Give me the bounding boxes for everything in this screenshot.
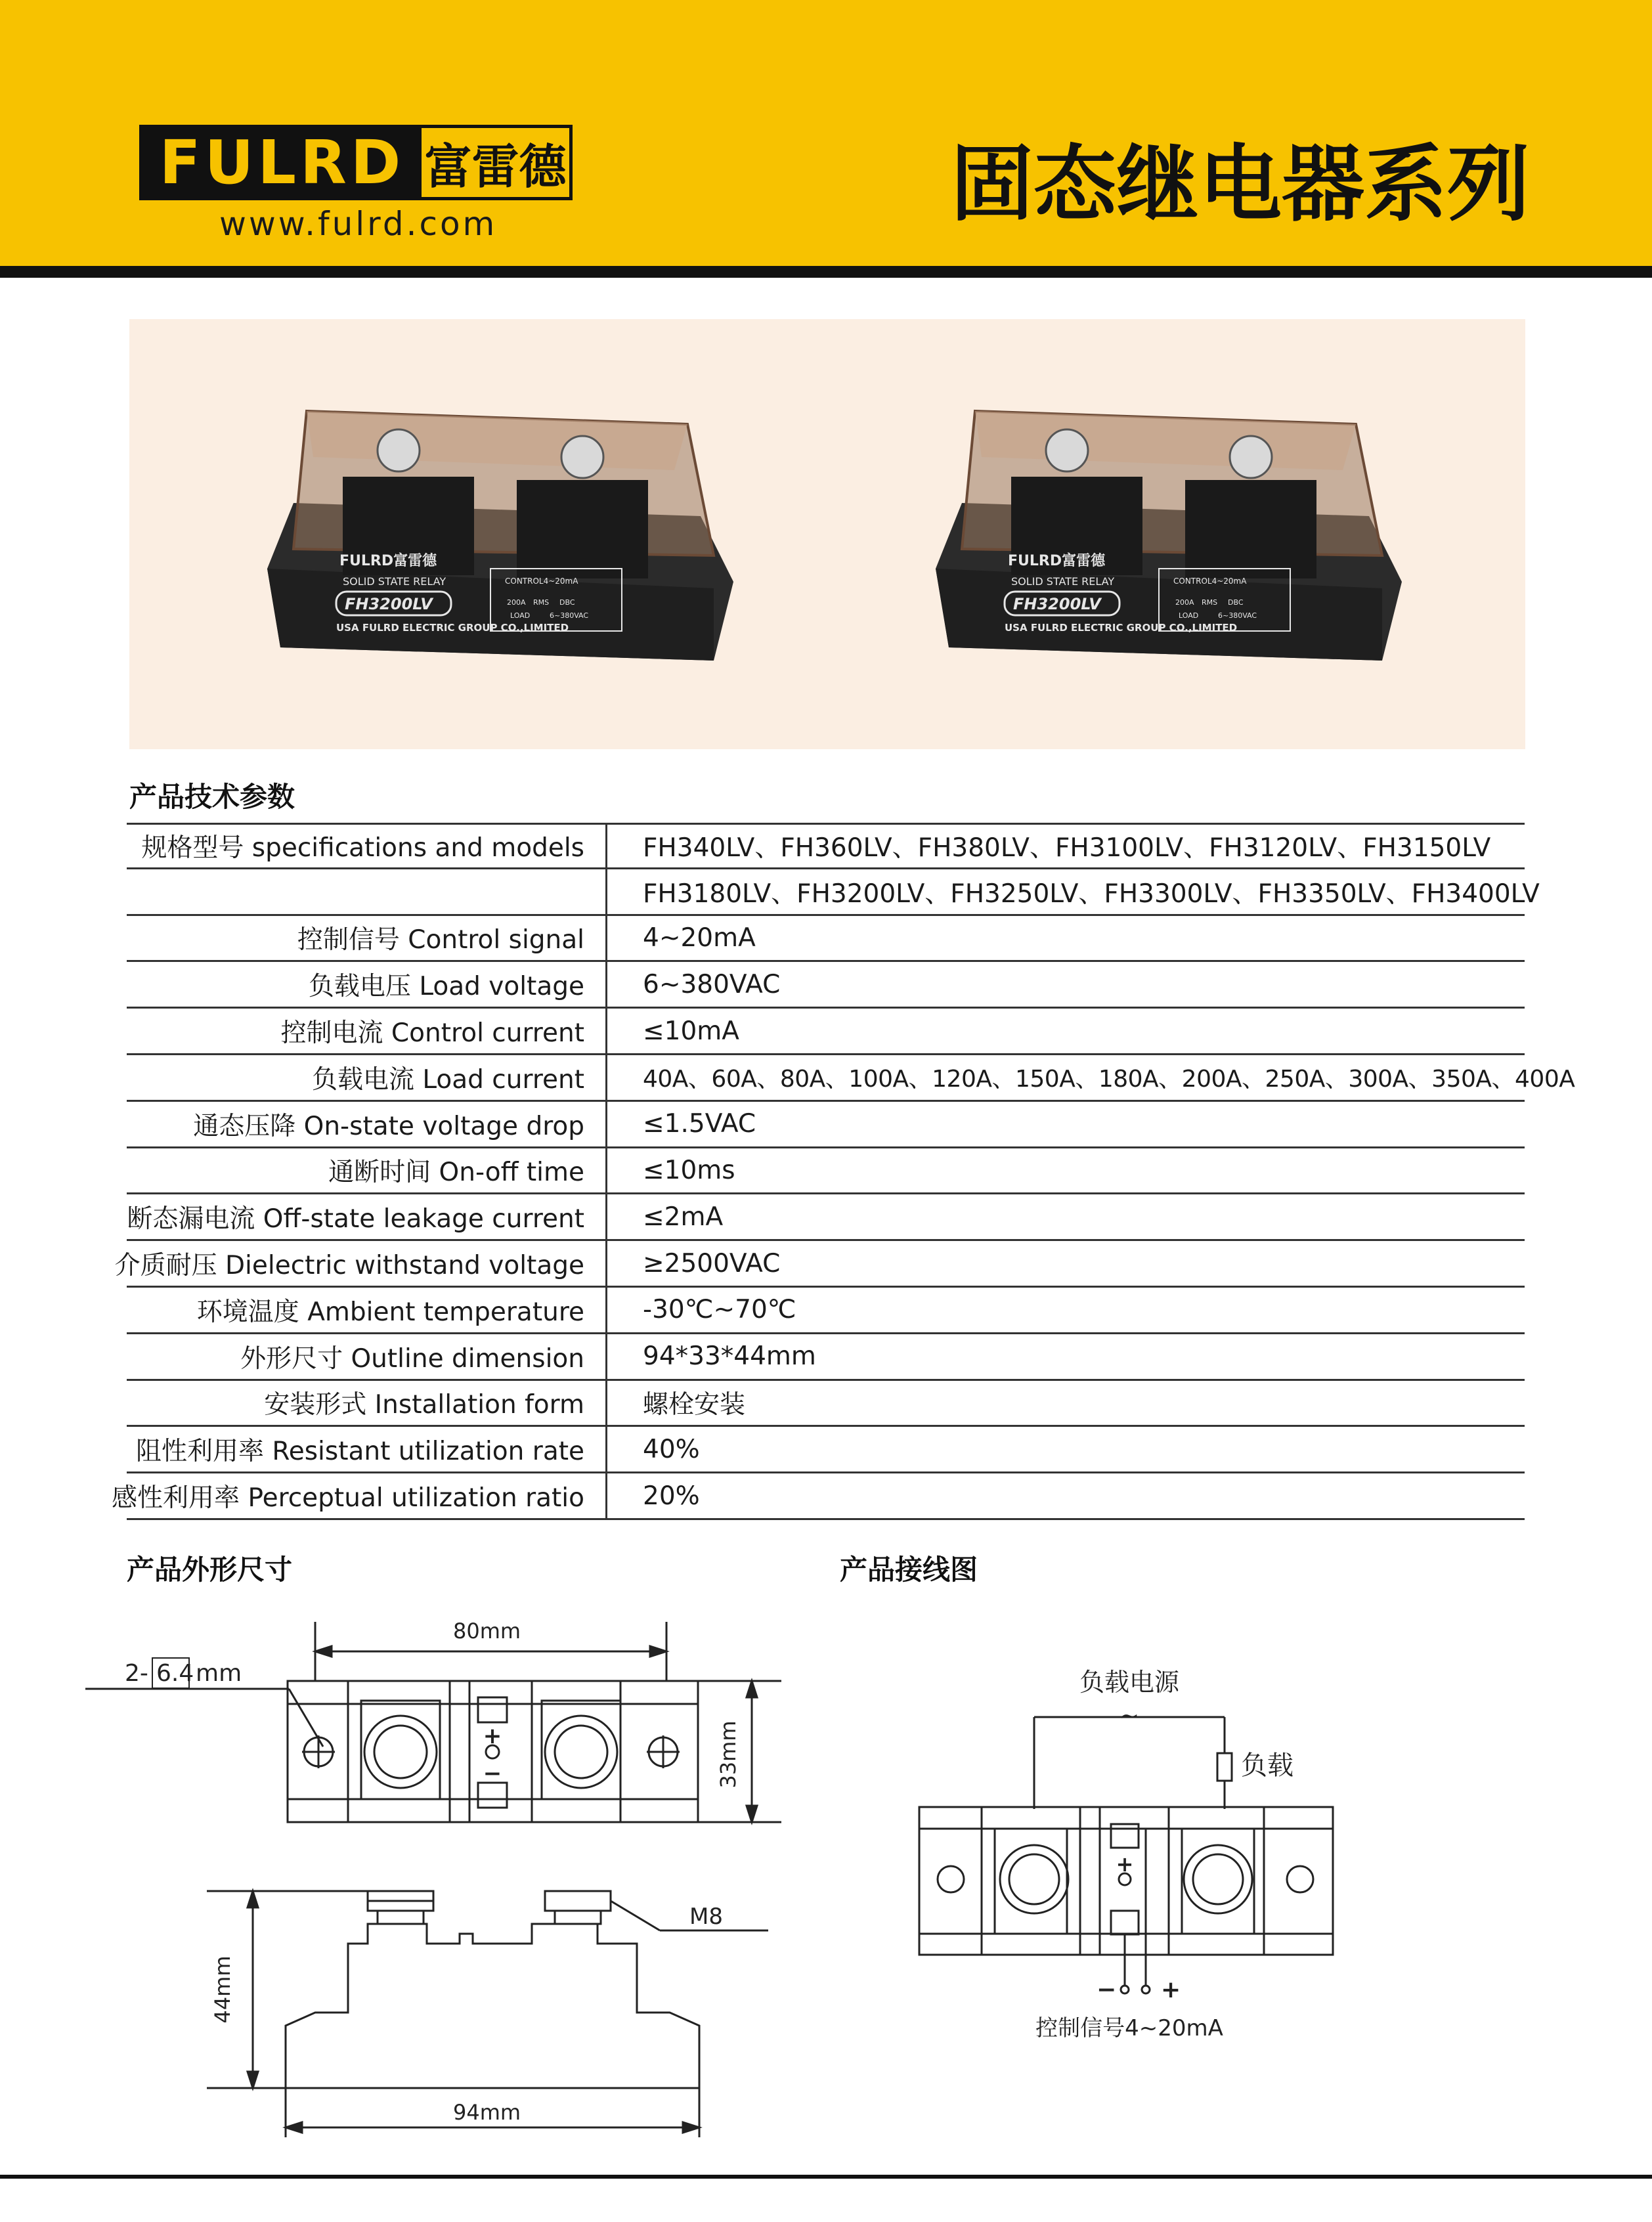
spec-label: 负载电流 Load current [127, 1055, 607, 1100]
spec-label: 通断时间 On-off time [127, 1148, 607, 1193]
spec-value: 螺栓安装 [643, 1390, 746, 1420]
spec-label: 阻性利用率 Resistant utilization rate [127, 1427, 607, 1471]
minus-terminal-label: − [1097, 1976, 1117, 2003]
relay-maker-text: USA FULRD ELECTRIC GROUP CO.,LIMITED [336, 622, 569, 634]
spec-value: ≤10ms [643, 1155, 735, 1185]
relay-product-2 [923, 372, 1422, 687]
spec-row [127, 823, 1525, 869]
spec-value: 40A、60A、80A、100A、120A、150A、180A、200A、250A、300A、350A、400A [643, 1066, 1575, 1093]
relay-control-text: CONTROL4~20mA [505, 577, 578, 586]
relay-maker-text: USA FULRD ELECTRIC GROUP CO.,LIMITED [1005, 622, 1238, 634]
relay-rating-b: RMS [533, 598, 550, 607]
spec-label: 通态压降 On-state voltage drop [127, 1102, 607, 1146]
spec-row [127, 1381, 1525, 1427]
brand-logo [139, 125, 573, 200]
spec-label: 感性利用率 Perceptual utilization ratio [127, 1473, 607, 1518]
spec-row [112, 1473, 1525, 1520]
footer-divider [0, 2175, 1652, 2179]
control-signal-label: 控制信号4~20mA [1035, 2015, 1223, 2041]
relay-type-text: SOLID STATE RELAY [343, 575, 446, 588]
load-label: 负载 [1241, 1751, 1293, 1781]
svg-text:+: + [1116, 1852, 1134, 1877]
ac-symbol: ~ [1119, 1703, 1140, 1730]
spec-label [127, 869, 607, 914]
spec-row [127, 1102, 1525, 1148]
hole-size-label: 6.4 [156, 1660, 194, 1687]
spec-label: 控制电流 Control current [127, 1009, 607, 1053]
hole-prefix-label: 2- [125, 1660, 148, 1687]
website-url[interactable]: www.fulrd.com [219, 205, 498, 243]
spec-label: 介质耐压 Dielectric withstand voltage [127, 1241, 607, 1286]
spec-row [127, 962, 1525, 1009]
relay-voltage-text: 6~380VAC [1218, 611, 1257, 620]
spec-label: 负载电压 Load voltage [127, 962, 607, 1007]
spec-label: 环境温度 Ambient temperature [127, 1288, 607, 1332]
spec-row [114, 1241, 1525, 1288]
load-power-label: 负载电源 [1079, 1668, 1180, 1697]
spec-label: 控制信号 Control signal [127, 916, 607, 961]
spec-value: FH340LV、FH360LV、FH380LV、FH3100LV、FH3120LV、FH3150LV [643, 833, 1491, 863]
spec-value: 94*33*44mm [643, 1341, 816, 1372]
header-divider [0, 266, 1652, 278]
dimensions-title: 产品外形尺寸 [127, 1554, 293, 1586]
relay-brand-text: FULRD富雷德 [1008, 553, 1106, 569]
spec-value: 4~20mA [643, 923, 756, 953]
spec-value: ≤1.5VAC [643, 1109, 756, 1139]
relay-product-1 [254, 372, 753, 687]
spec-value: ≤2mA [643, 1202, 724, 1232]
wiring-drawing [893, 1655, 1418, 2062]
spec-value: 6~380VAC [643, 969, 781, 999]
depth-44mm-label: 44mm [210, 1955, 235, 2024]
hole-unit-label: mm [196, 1660, 242, 1687]
spec-label: 断态漏电流 Off-state leakage current [127, 1194, 607, 1239]
spec-value: ≤10mA [643, 1016, 739, 1046]
specs-title: 产品技术参数 [129, 781, 295, 813]
spec-row [127, 1055, 1575, 1102]
spec-label: 外形尺寸 Outline dimension [127, 1334, 607, 1379]
spec-value: ≥2500VAC [643, 1248, 781, 1278]
product-photo-panel [129, 319, 1525, 749]
spec-row [127, 1194, 1525, 1241]
spec-table [112, 823, 1575, 1520]
spec-row [127, 1334, 1525, 1381]
relay-rating-c: DBC [559, 598, 575, 607]
relay-type-text: SOLID STATE RELAY [1011, 575, 1115, 588]
width-94mm-label: 94mm [453, 2100, 521, 2125]
minus-label: − [483, 1760, 502, 1787]
spec-row [127, 1427, 1525, 1473]
brand-logo-cn: 富雷德 [424, 139, 567, 194]
spec-row [127, 869, 1540, 916]
spec-value: FH3180LV、FH3200LV、FH3250LV、FH3300LV、FH3350LV、FH3400LV [643, 879, 1540, 909]
relay-model-text: FH3200LV [1013, 595, 1101, 613]
relay-load-text: LOAD [1179, 611, 1199, 620]
spec-row [127, 1009, 1525, 1055]
spec-label: 安装形式 Installation form [127, 1381, 607, 1426]
spec-row [127, 1148, 1525, 1195]
relay-rating-a: 200A [507, 598, 526, 607]
dimension-drawing [79, 1602, 867, 2154]
spec-row [127, 1288, 1525, 1334]
width-80mm-label: 80mm [453, 1619, 521, 1644]
wiring-title: 产品接线图 [840, 1554, 978, 1586]
screw-m8-label: M8 [689, 1904, 723, 1930]
spec-row [127, 916, 1525, 963]
relay-voltage-text: 6~380VAC [550, 611, 589, 620]
relay-control-text: CONTROL4~20mA [1173, 577, 1247, 586]
relay-load-text: LOAD [510, 611, 531, 620]
relay-rating-b: RMS [1202, 598, 1218, 607]
plus-label: + [483, 1723, 502, 1749]
spec-value: -30℃~70℃ [643, 1295, 796, 1325]
relay-rating-a: 200A [1175, 598, 1194, 607]
brand-logo-en: FULRD [142, 128, 422, 197]
spec-value: 40% [643, 1434, 700, 1464]
spec-value: 20% [643, 1481, 700, 1511]
series-title: 固态继电器系列 [951, 136, 1530, 232]
relay-brand-text: FULRD富雷德 [339, 553, 437, 569]
relay-rating-c: DBC [1228, 598, 1244, 607]
relay-model-text: FH3200LV [345, 595, 433, 613]
plus-terminal-label: + [1161, 1976, 1181, 2003]
height-33mm-label: 33mm [716, 1720, 741, 1789]
spec-label: 规格型号 specifications and models [127, 825, 607, 867]
